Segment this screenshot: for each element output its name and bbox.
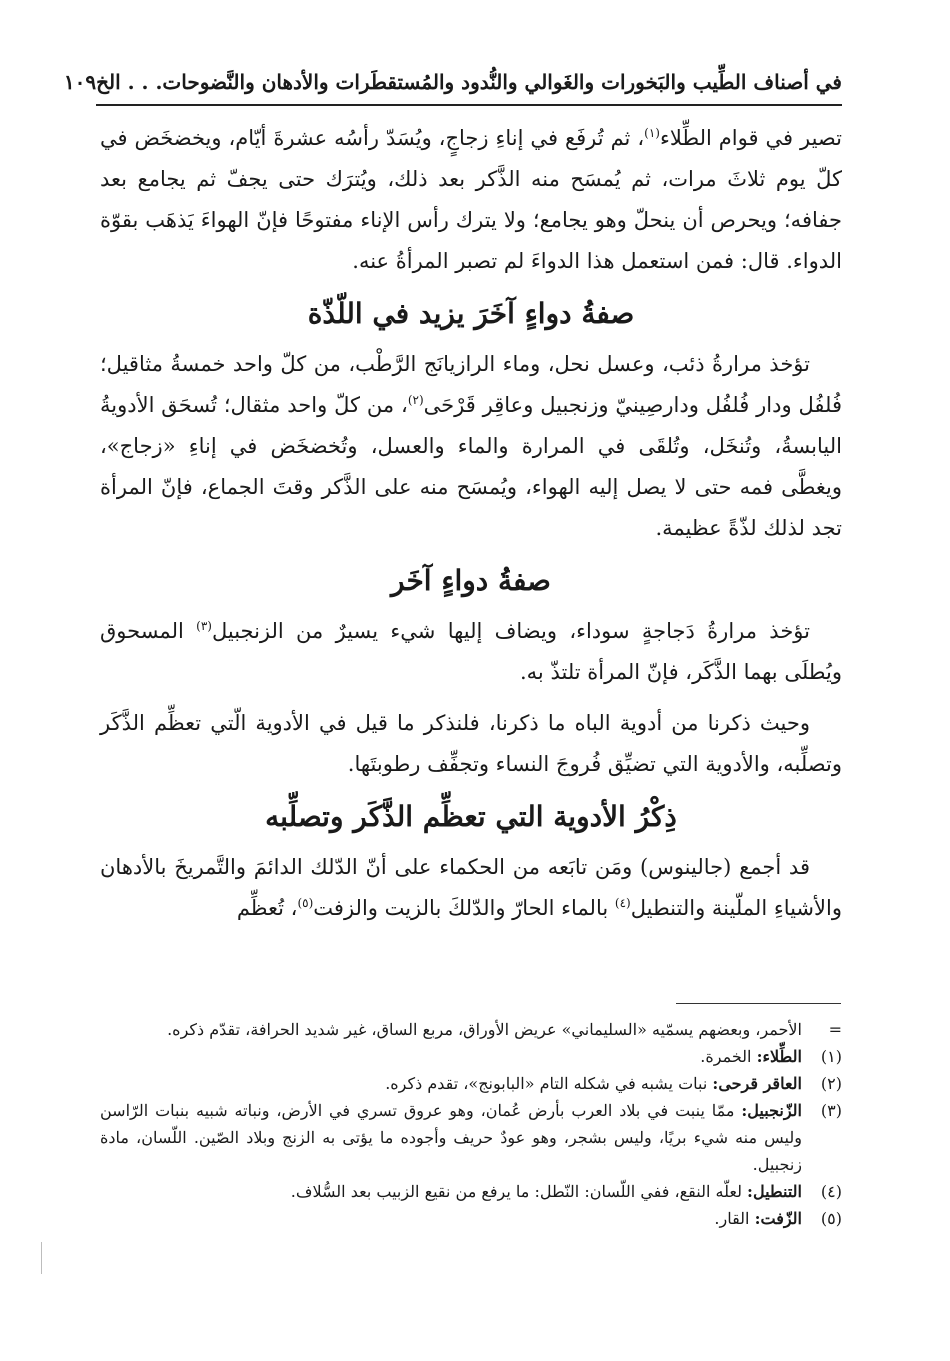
running-header (63, 62, 842, 102)
running-title: في أصناف الطِّيب والبَخورات والغَوالي والنُّدود والمُستقطَرات والأدهان والنَّضوحات. . . الخ (96, 70, 842, 94)
footnote-mark: = (828, 1020, 842, 1039)
footnote-continuation (100, 1016, 842, 1043)
section-heading: صفةُ دواءٍ آخَر (391, 564, 551, 597)
section-heading: ذِكْرُ الأدوية التي تعظِّم الذَّكَر وتصلِّبه (265, 800, 677, 833)
paragraph: تؤخذ مرارةُ ذئب، وعسل نحل، وماء الرازيانَج الرَّطْب، من كلّ واحد خمسةُ مثاقيل؛ فُلفُل ودار فُلفُل ودارصِينيّ وزنجبيل وعاقِر قَرْحَى$^{(٢)}$، من كلّ واحد مثقال؛ تُسحَق الأدويةُ اليابسةُ، وتُنخَل، وتُلقَى في المرارة والماء والعسل، وتُخضخَض في إناءِ «زجاج»، ويغطَّى فمه حتى لا يصل إليه الهواء، ويُمسَح منه على الذَّكر وقتَ الجماع، فإنّ المرأة تجد لذلك لذّةً عظيمة. (100, 352, 842, 540)
footnote-ref: (٢) (407, 393, 424, 407)
footnote-mark: (٤) (820, 1182, 842, 1201)
footnote (100, 1097, 842, 1178)
footnotes (100, 1016, 842, 1232)
footnote-ref: (٣) (196, 619, 212, 633)
footnote (100, 1070, 842, 1097)
footnote-rule (676, 1003, 841, 1004)
header-rule (96, 104, 842, 106)
footnote-ref: (٤) (614, 896, 631, 910)
footnote (100, 1043, 842, 1070)
footnote-ref: (٥) (297, 896, 314, 910)
footnote-text: الأحمر، وبعضهم يسمّيه «السليماني» عريض الأوراق، مربع الساق، غير شديد الحرافة، تقدّم ذكره. (167, 1020, 802, 1039)
footnote (100, 1178, 842, 1205)
footnote-text: الزّنجبيل: ممّا ينبت في بلاد العرب بأرض عُمان، وهو عروق تسري في الأرض، ونباته شبيه بنبات الرّاسن وليس منه شيء بريًا، وليس بشجر، وهو عودٌ حريف وأجوده ما يؤتى به الزنج وبلاد الصّين. اللّسان، مادة زنجبيل. (100, 1101, 802, 1174)
footnote-ref: (١) (644, 126, 660, 140)
paragraph: تصير في قوام الطِّلاء$^{(١)}$، ثم تُرفَع في إناءِ زجاجٍ، ويُسَدّ رأسُه عشرةَ أيّام، ويخضخَض في كلّ يوم ثلاثَ مرات، ثم يُمسَح منه الذَّكر بعد ذلك، ويُترَك حتى يجفّ ثم يجامع بعد جفافه؛ ويحرص أن ينحلّ وهو يجامع؛ ولا يترك رأس الإناء مفتوحًا فإنّ الهواءَ يَذهَب بقوّة الدواء. قال: فمن استعمل هذا الدواءَ لم تصبر المرأةُ عنه. (100, 126, 842, 273)
footnote-text: العاقر قرحى: نبات يشبه في شكله التام «البابونج»، تقدم ذكره. (385, 1074, 802, 1093)
footnote-mark: (٣) (820, 1101, 842, 1120)
page-number: ١٠٩ (63, 70, 97, 94)
footnote-mark: (٥) (820, 1209, 842, 1228)
paragraph: وحيث ذكرنا من أدوية الباه ما ذكرنا، فلنذكر ما قيل في الأدوية الّتي تعظِّم الذَّكَر وتصلِّبه، والأدوية التي تضيِّق فُروجَ النساء وتجفِّف رطوبتَها. (100, 711, 842, 776)
footnote (100, 1205, 842, 1232)
scan-margin-mark (41, 1242, 42, 1274)
footnote-text: الزّفت: القار. (714, 1209, 802, 1228)
paragraph: قد أجمع (جالينوس) ومَن تابَعه من الحكماء على أنّ الدّلك الدائمَ والتَّمريخَ بالأدهان والأشياءِ الملّينة والتنطيل$^{(٤)}$ بالماء الحارّ والدّلكَ بالزيت والزفت$^{(٥)}$، تُعظِّم (100, 855, 842, 920)
footnote-mark: (٢) (820, 1074, 842, 1093)
footnote-text: الطِّلاء: الخمرة. (700, 1047, 802, 1066)
paragraph: تؤخذ مرارةُ دَجاجةٍ سوداء، ويضاف إليها شيء يسيرٌ من الزنجبيل$^{(٣)}$ المسحوق ويُطلَى بهما الذَّكَر، فإنّ المرأة تلتذّ به. (100, 619, 842, 684)
section-heading: صفةُ دواءٍ آخَرَ يزيد في اللّذّة (307, 297, 635, 330)
footnote-text: التنطيل: لعلّه النقع، ففي اللّسان: النّطل: ما يرفع من نقيع الزبيب بعد السُّلاف. (290, 1182, 802, 1201)
footnote-mark: (١) (820, 1047, 842, 1066)
main-text (100, 118, 842, 929)
